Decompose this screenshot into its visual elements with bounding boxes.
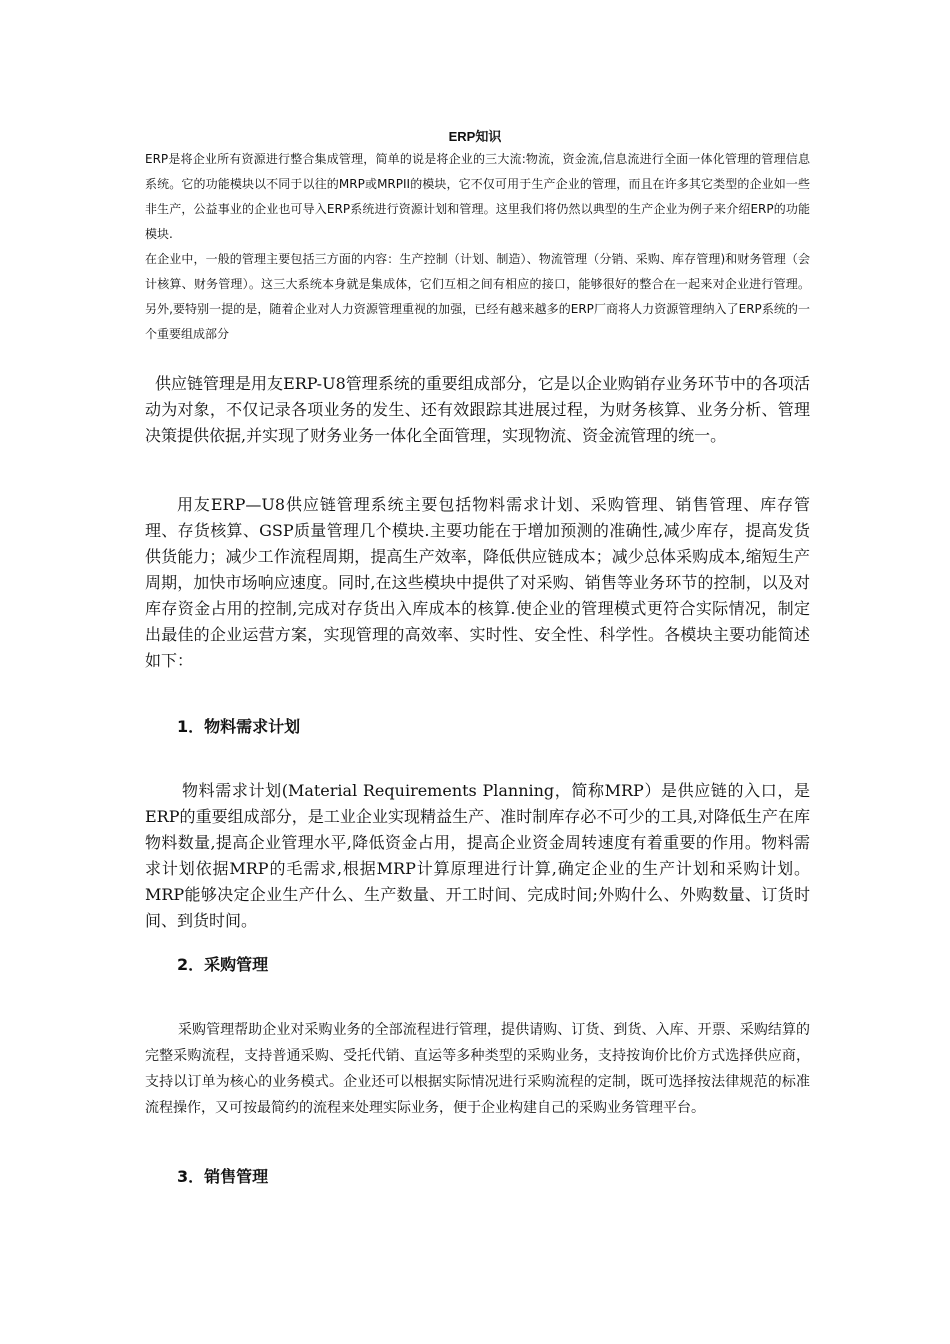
- section-heading-sales: 3．销售管理: [177, 1167, 269, 1186]
- intro-paragraph-erp-definition: ERP是将企业所有资源进行整合集成管理，简单的说是将企业的三大流:物流，资金流,信息流进行全面一体化管理的管理信息系统。它的功能模块以不同于以往的MRP或MRPII的模块，它不仅可用于生产企业的管理，而且在许多其它类型的企业如一些非生产，公益事业的企业也可导入ERP系统进行资源计划和管理。这里我们将仍然以典型的生产企业为例子来介绍ERP的功能模块.: [145, 152, 810, 241]
- section-heading-purchasing: 2．采购管理: [177, 955, 269, 974]
- document-title: ERP知识: [448, 129, 502, 144]
- section-body-purchasing: 采购管理帮助企业对采购业务的全部流程进行管理，提供请购、订货、到货、入库、开票、采购结算的完整采购流程，支持普通采购、受托代销、直运等多种类型的采购业务，支持按询价比价方式选择供应商，支持以订单为核心的业务模式。企业还可以根据实际情况进行采购流程的定制，既可选择按法律规范的标准流程操作，又可按最简约的流程来处理实际业务，便于企业构建自己的采购业务管理平台。: [145, 1022, 810, 1116]
- section-heading-mrp: 1．物料需求计划: [177, 717, 301, 736]
- supply-chain-paragraph: 供应链管理是用友ERP-U8管理系统的重要组成部分，它是以企业购销存业务环节中的各项活动为对象，不仅记录各项业务的发生、还有效跟踪其进展过程，为财务核算、业务分析、管理决策提供依据,并实现了财务业务一体化全面管理，实现物流、资金流管理的统一。: [145, 374, 810, 445]
- supply-chain-modules-paragraph: 用友ERP—U8供应链管理系统主要包括物料需求计划、采购管理、销售管理、库存管理、存货核算、GSP质量管理几个模块.主要功能在于增加预测的准确性,减少库存，提高发货供货能力；减少工作流程周期，提高生产效率，降低供应链成本；减少总体采购成本,缩短生产周期，加快市场响应速度。同时,在这些模块中提供了对采购、销售等业务环节的控制，以及对库存资金占用的控制,完成对存货出入库成本的核算.使企业的管理模式更符合实际情况，制定出最佳的企业运营方案，实现管理的高效率、实时性、安全性、科学性。各模块主要功能简述如下：: [145, 495, 810, 670]
- intro-paragraph-management-areas: 在企业中，一般的管理主要包括三方面的内容：生产控制（计划、制造）、物流管理（分销、采购、库存管理)和财务管理（会计核算、财务管理）。这三大系统本身就是集成体，它们互相之间有相应的接口，能够很好的整合在一起来对企业进行管理。另外,要特别一提的是，随着企业对人力资源管理重视的加强，已经有越来越多的ERP厂商将人力资源管理纳入了ERP系统的一个重要组成部分: [145, 252, 810, 341]
- section-body-mrp: 物料需求计划(Material Requirements Planning，简称MRP）是供应链的入口，是ERP的重要组成部分，是工业企业实现精益生产、准时制库存必不可少的工具,对降低生产在库物料数量,提高企业管理水平,降低资金占用，提高企业资金周转速度有着重要的作用。物料需求计划依据MRP的毛需求,根据MRP计算原理进行计算,确定企业的生产计划和采购计划。MRP能够决定企业生产什么、生产数量、开工时间、完成时间;外购什么、外购数量、订货时间、到货时间。: [145, 781, 810, 930]
